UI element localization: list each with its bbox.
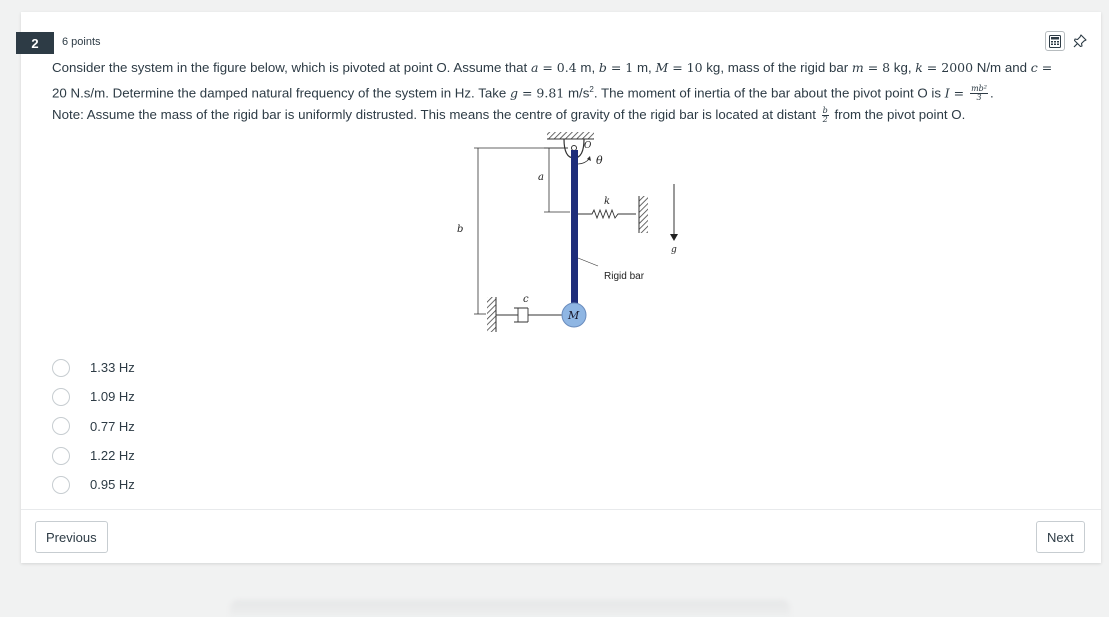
math-value: = bbox=[1037, 60, 1053, 75]
text-segment: Note: Assume the mass of the rigid bar is uniformly distrusted. This means the centre of gravity of the rigid bar is located at distant bbox=[52, 107, 820, 123]
previous-button[interactable]: Previous bbox=[35, 521, 108, 553]
math-value: = 2000 bbox=[922, 60, 974, 75]
half-b-fraction bbox=[822, 107, 829, 124]
bottom-panel-shadow bbox=[230, 600, 790, 617]
math-value: = bbox=[949, 85, 969, 101]
question-text bbox=[52, 57, 1092, 126]
label-rigid-bar: Rigid bar bbox=[604, 271, 645, 282]
pin-button[interactable] bbox=[1071, 32, 1089, 50]
fraction-denominator: 2 bbox=[822, 115, 828, 125]
text-segment: from the pivot point O. bbox=[830, 107, 966, 123]
text-segment: m/s bbox=[564, 85, 590, 101]
math-value: = 0.4 bbox=[538, 60, 577, 75]
damper-wall bbox=[487, 297, 496, 332]
math-value: = 10 bbox=[668, 60, 703, 75]
label-theta: θ bbox=[596, 154, 603, 167]
system-figure bbox=[440, 128, 700, 338]
text-segment: . The moment of inertia of the bar about the pivot point O is bbox=[593, 85, 945, 101]
question-points: 6 points bbox=[62, 36, 101, 48]
math-b: b bbox=[598, 60, 607, 75]
question-line-2 bbox=[52, 79, 1092, 104]
radio-button[interactable] bbox=[52, 388, 70, 406]
label-c: c bbox=[523, 294, 529, 305]
gravity-arrowhead bbox=[670, 234, 678, 241]
pivot-point bbox=[572, 146, 577, 151]
label-M: M bbox=[568, 309, 580, 322]
question-tools bbox=[1045, 31, 1089, 51]
answer-options bbox=[52, 353, 135, 499]
spring bbox=[578, 210, 636, 218]
label-b: b bbox=[457, 224, 464, 235]
answer-option[interactable] bbox=[52, 353, 135, 382]
pin-icon bbox=[1073, 34, 1087, 48]
math-g: g bbox=[509, 85, 518, 101]
label-k: k bbox=[604, 196, 611, 207]
ceiling-support bbox=[547, 132, 594, 139]
text-segment: . bbox=[989, 85, 994, 101]
spring-wall bbox=[639, 196, 648, 233]
radio-button[interactable] bbox=[52, 417, 70, 435]
text-segment: kg, bbox=[890, 60, 916, 75]
rigid-bar bbox=[571, 150, 578, 308]
label-g: g bbox=[671, 245, 677, 255]
math-k: k bbox=[915, 60, 923, 75]
answer-option[interactable] bbox=[52, 441, 135, 470]
text-segment: Consider the system in the figure below, which is pivoted at point O. Assume that bbox=[52, 60, 531, 75]
math-I: I bbox=[944, 85, 950, 101]
superscript: 2 bbox=[589, 85, 594, 94]
question-line-3 bbox=[52, 104, 1092, 126]
inertia-fraction bbox=[970, 85, 988, 102]
footer-divider bbox=[21, 509, 1101, 510]
radio-button[interactable] bbox=[52, 476, 70, 494]
text-segment: N/m and bbox=[973, 60, 1031, 75]
text-segment: kg, mass of the rigid bar bbox=[702, 60, 852, 75]
answer-option-label: 1.09 Hz bbox=[90, 389, 135, 405]
answer-option[interactable] bbox=[52, 412, 135, 441]
fraction-numerator: mb² bbox=[971, 84, 987, 94]
label-a: a bbox=[538, 172, 544, 183]
math-M: M bbox=[655, 60, 669, 75]
pendulum-diagram bbox=[440, 128, 700, 338]
answer-option-label: 0.77 Hz bbox=[90, 418, 135, 434]
math-c: c bbox=[1030, 60, 1038, 75]
answer-option[interactable] bbox=[52, 382, 135, 411]
math-value: = 9.81 bbox=[518, 85, 565, 101]
next-button[interactable]: Next bbox=[1036, 521, 1085, 553]
text-segment: m, bbox=[576, 60, 599, 75]
text-segment: 20 N.s/m. Determine the damped natural frequency of the system in Hz. Take bbox=[52, 85, 510, 101]
radio-button[interactable] bbox=[52, 447, 70, 465]
math-value: = 1 bbox=[606, 60, 634, 75]
calculator-icon bbox=[1049, 35, 1061, 48]
answer-option-label: 0.95 Hz bbox=[90, 477, 135, 493]
answer-option[interactable] bbox=[52, 470, 135, 499]
answer-option-label: 1.33 Hz bbox=[90, 360, 135, 376]
math-m: m bbox=[851, 60, 864, 75]
math-a: a bbox=[530, 60, 539, 75]
radio-button[interactable] bbox=[52, 359, 70, 377]
fraction-numerator: b bbox=[822, 106, 828, 116]
text-segment: m, bbox=[633, 60, 656, 75]
question-number-badge: 2 bbox=[16, 32, 54, 54]
label-O: O bbox=[584, 141, 592, 151]
calculator-button[interactable] bbox=[1045, 31, 1065, 51]
answer-option-label: 1.22 Hz bbox=[90, 448, 135, 464]
fraction-denominator: 3 bbox=[976, 93, 982, 103]
question-line-1 bbox=[52, 57, 1092, 79]
math-value: = 8 bbox=[863, 60, 891, 75]
